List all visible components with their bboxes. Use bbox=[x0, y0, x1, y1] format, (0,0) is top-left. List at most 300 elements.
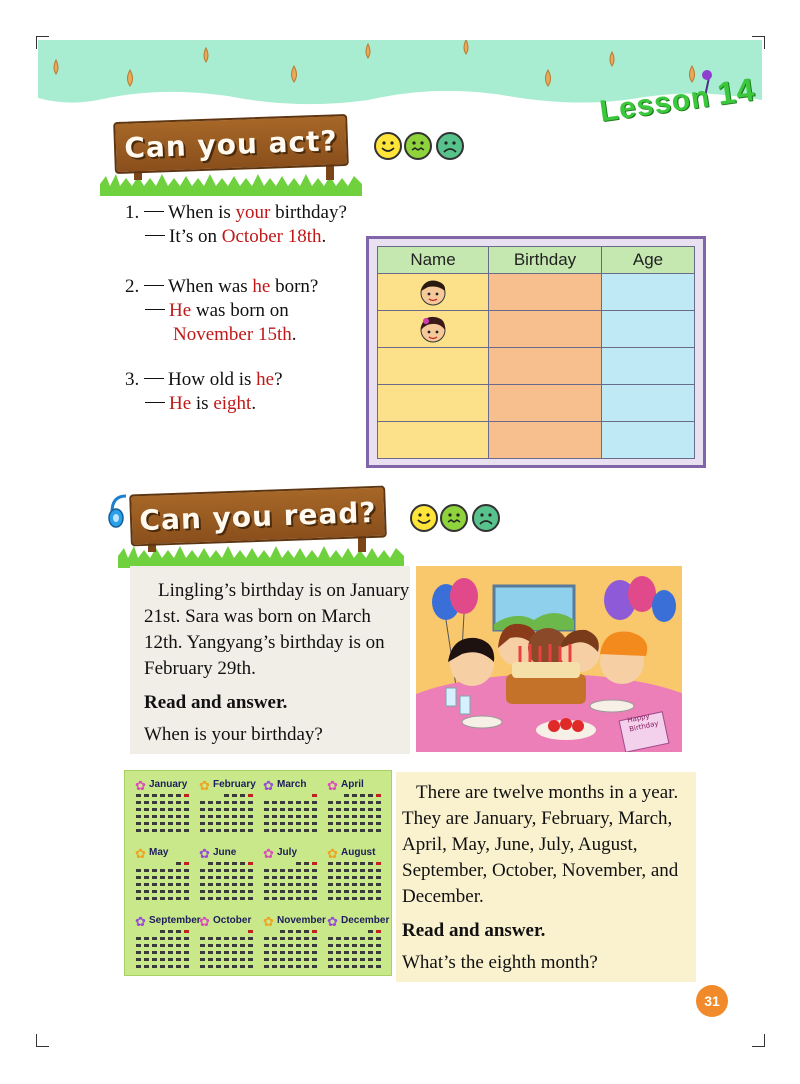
calendar-day-mark bbox=[200, 897, 205, 900]
calendar-day-mark bbox=[288, 958, 293, 961]
calendar-day-mark bbox=[208, 815, 213, 818]
calendar-day-mark bbox=[368, 951, 373, 954]
calendar-day-mark bbox=[360, 829, 365, 832]
calendar-day-mark bbox=[368, 930, 373, 933]
calendar-day-mark bbox=[176, 890, 181, 893]
calendar-day-mark bbox=[336, 965, 341, 968]
calendar-day-mark bbox=[304, 897, 309, 900]
table-row bbox=[378, 311, 695, 348]
calendar-day-mark bbox=[240, 869, 245, 872]
calendar-day-mark bbox=[368, 822, 373, 825]
calendar-day-mark bbox=[296, 876, 301, 879]
calendar-day-mark bbox=[304, 951, 309, 954]
text: is bbox=[191, 393, 214, 414]
calendar-day-mark bbox=[248, 829, 253, 832]
name-cell bbox=[378, 422, 489, 459]
calendar-day-mark bbox=[168, 965, 173, 968]
calendar-day-mark bbox=[280, 965, 285, 968]
calendar-day-mark bbox=[240, 794, 245, 797]
calendar-day-mark bbox=[376, 808, 381, 811]
calendar-day-mark bbox=[240, 829, 245, 832]
calendar-day-mark bbox=[144, 869, 149, 872]
flower-icon: ✿ bbox=[263, 914, 274, 929]
calendar-day-mark bbox=[376, 829, 381, 832]
calendar-day-mark bbox=[304, 862, 309, 865]
calendar-day-mark bbox=[168, 808, 173, 811]
calendar-day-mark bbox=[288, 897, 293, 900]
calendar-day-mark bbox=[280, 869, 285, 872]
age-cell bbox=[602, 311, 695, 348]
calendar-day-mark bbox=[248, 965, 253, 968]
calendar-day-mark bbox=[264, 829, 269, 832]
calendar-day-mark bbox=[184, 801, 189, 804]
dash bbox=[144, 211, 164, 212]
calendar-day-mark bbox=[144, 883, 149, 886]
calendar-day-mark bbox=[216, 965, 221, 968]
calendar-day-mark bbox=[376, 801, 381, 804]
flower-icon: ✿ bbox=[263, 778, 274, 793]
happy-birthday-card-text: Happy Birthday bbox=[626, 712, 660, 734]
calendar-day-mark bbox=[200, 944, 205, 947]
calendar-day-mark bbox=[152, 944, 157, 947]
calendar-day-mark bbox=[160, 869, 165, 872]
calendar-day-mark bbox=[368, 869, 373, 872]
calendar-day-mark bbox=[240, 815, 245, 818]
calendar-day-mark bbox=[328, 883, 333, 886]
calendar-day-mark bbox=[352, 897, 357, 900]
calendar-day-mark bbox=[248, 822, 253, 825]
calendar-day-mark bbox=[224, 815, 229, 818]
calendar-day-mark bbox=[296, 822, 301, 825]
calendar-day-mark bbox=[344, 869, 349, 872]
dialog-number: 3. bbox=[125, 369, 140, 390]
calendar-day-mark bbox=[232, 965, 237, 968]
calendar-day-mark bbox=[288, 876, 293, 879]
calendar-day-mark bbox=[184, 808, 189, 811]
answer-word: your bbox=[235, 202, 271, 223]
calendar-day-mark bbox=[136, 815, 141, 818]
calendar-day-mark bbox=[328, 869, 333, 872]
calendar-day-mark bbox=[352, 808, 357, 811]
text: When is bbox=[168, 202, 236, 223]
calendar-day-mark bbox=[264, 815, 269, 818]
calendar-day-mark bbox=[184, 815, 189, 818]
calendar-day-mark bbox=[168, 951, 173, 954]
dialog-answer-cont bbox=[125, 323, 318, 347]
calendar-day-mark bbox=[184, 965, 189, 968]
calendar-day-mark bbox=[176, 897, 181, 900]
dialog-2 bbox=[125, 275, 318, 347]
calendar-day-mark bbox=[344, 794, 349, 797]
calendar-day-mark bbox=[200, 815, 205, 818]
calendar-day-mark bbox=[280, 808, 285, 811]
calendar-day-mark bbox=[200, 822, 205, 825]
calendar-day-mark bbox=[344, 958, 349, 961]
calendar-day-mark bbox=[248, 883, 253, 886]
calendar-day-mark bbox=[240, 801, 245, 804]
calendar-day-mark bbox=[352, 951, 357, 954]
calendar-day-mark bbox=[152, 794, 157, 797]
lesson-number: 14 bbox=[715, 70, 758, 112]
calendar-day-mark bbox=[136, 883, 141, 886]
text: When was bbox=[168, 276, 253, 297]
calendar-day-mark bbox=[328, 815, 333, 818]
calendar-day-mark bbox=[352, 862, 357, 865]
calendar-day-mark bbox=[368, 862, 373, 865]
calendar-day-mark bbox=[224, 944, 229, 947]
calendar-day-mark bbox=[328, 876, 333, 879]
calendar-day-mark bbox=[160, 958, 165, 961]
calendar-day-mark bbox=[296, 897, 301, 900]
text: was born on bbox=[191, 300, 289, 321]
calendar-day-mark bbox=[272, 876, 277, 879]
calendar-day-mark bbox=[224, 890, 229, 893]
calendar-day-mark bbox=[368, 794, 373, 797]
age-cell bbox=[602, 385, 695, 422]
month-name: June bbox=[213, 847, 237, 858]
calendar-day-mark bbox=[376, 958, 381, 961]
calendar-day-mark bbox=[240, 897, 245, 900]
question-title: Read and answer. bbox=[402, 920, 546, 941]
calendar-day-mark bbox=[264, 951, 269, 954]
calendar-day-mark bbox=[144, 876, 149, 879]
months-passage-box bbox=[396, 772, 696, 982]
calendar-day-mark bbox=[232, 822, 237, 825]
calendar-day-mark bbox=[184, 951, 189, 954]
calendar-day-mark bbox=[184, 930, 189, 933]
text: . bbox=[291, 324, 297, 345]
calendar-day-mark bbox=[288, 951, 293, 954]
calendar-day-mark bbox=[232, 890, 237, 893]
calendar-day-mark bbox=[136, 869, 141, 872]
calendar-day-mark bbox=[272, 890, 277, 893]
calendar-day-mark bbox=[264, 869, 269, 872]
happy-face-icon bbox=[410, 504, 438, 532]
calendar-day-mark bbox=[312, 930, 317, 933]
calendar-day-mark bbox=[208, 965, 213, 968]
act-banner bbox=[100, 118, 362, 196]
calendar-day-mark bbox=[296, 890, 301, 893]
calendar-day-mark bbox=[160, 965, 165, 968]
calendar-day-mark bbox=[288, 930, 293, 933]
calendar-day-mark bbox=[136, 944, 141, 947]
calendar-day-mark bbox=[184, 944, 189, 947]
calendar-day-mark bbox=[168, 883, 173, 886]
month-name: July bbox=[277, 847, 298, 858]
calendar-day-mark bbox=[160, 944, 165, 947]
dash bbox=[144, 378, 164, 379]
calendar-day-mark bbox=[296, 951, 301, 954]
calendar-day-mark bbox=[344, 862, 349, 865]
calendar-day-mark bbox=[208, 890, 213, 893]
calendar-day-mark bbox=[360, 794, 365, 797]
calendar-day-mark bbox=[168, 890, 173, 893]
calendar-day-mark bbox=[360, 937, 365, 940]
calendar-day-mark bbox=[184, 937, 189, 940]
sad-face-icon bbox=[436, 132, 464, 160]
calendar-day-mark bbox=[368, 944, 373, 947]
calendar-day-mark bbox=[216, 937, 221, 940]
calendar-day-mark bbox=[280, 937, 285, 940]
calendar-day-mark bbox=[136, 951, 141, 954]
dash bbox=[144, 285, 164, 286]
calendar-day-mark bbox=[232, 937, 237, 940]
calendar-day-mark bbox=[312, 794, 317, 797]
calendar-day-mark bbox=[232, 808, 237, 811]
calendar-day-mark bbox=[304, 829, 309, 832]
month-day-grid bbox=[327, 793, 383, 835]
answer-word: He bbox=[169, 393, 192, 414]
calendar-day-mark bbox=[144, 801, 149, 804]
calendar-day-mark bbox=[312, 876, 317, 879]
calendar-day-mark bbox=[248, 930, 253, 933]
calendar-day-mark bbox=[168, 897, 173, 900]
calendar-day-mark bbox=[216, 897, 221, 900]
birthday-cell bbox=[489, 311, 602, 348]
calendar-day-mark bbox=[296, 930, 301, 933]
calendar-day-mark bbox=[240, 876, 245, 879]
calendar-day-mark bbox=[200, 965, 205, 968]
age-cell bbox=[602, 274, 695, 311]
calendar-day-mark bbox=[296, 808, 301, 811]
calendar-day-mark bbox=[176, 965, 181, 968]
calendar-day-mark bbox=[224, 965, 229, 968]
calendar-day-mark bbox=[376, 815, 381, 818]
text: . bbox=[321, 226, 327, 247]
calendar-day-mark bbox=[360, 890, 365, 893]
calendar-day-mark bbox=[304, 869, 309, 872]
calendar-day-mark bbox=[272, 883, 277, 886]
calendar-day-mark bbox=[304, 965, 309, 968]
calendar-day-mark bbox=[280, 897, 285, 900]
calendar-day-mark bbox=[136, 890, 141, 893]
calendar-day-mark bbox=[344, 829, 349, 832]
calendar-day-mark bbox=[312, 862, 317, 865]
calendar-day-mark bbox=[296, 965, 301, 968]
calendar-day-mark bbox=[376, 822, 381, 825]
calendar-day-mark bbox=[272, 829, 277, 832]
calendar-day-mark bbox=[176, 883, 181, 886]
calendar-day-mark bbox=[248, 862, 253, 865]
calendar-day-mark bbox=[360, 951, 365, 954]
calendar-day-mark bbox=[248, 937, 253, 940]
calendar-day-mark bbox=[272, 951, 277, 954]
calendar-day-mark bbox=[312, 965, 317, 968]
calendar-day-mark bbox=[360, 958, 365, 961]
calendar-day-mark bbox=[328, 801, 333, 804]
calendar-day-mark bbox=[336, 862, 341, 865]
calendar-day-mark bbox=[264, 944, 269, 947]
month-day-grid bbox=[135, 861, 191, 903]
dialog-answer bbox=[125, 225, 347, 249]
calendar-day-mark bbox=[344, 822, 349, 825]
act-title: Can you act? bbox=[123, 123, 339, 165]
calendar-day-mark bbox=[328, 937, 333, 940]
calendar-day-mark bbox=[168, 822, 173, 825]
calendar-day-mark bbox=[176, 801, 181, 804]
calendar-day-mark bbox=[160, 794, 165, 797]
calendar-day-mark bbox=[208, 958, 213, 961]
calendar-day-mark bbox=[136, 897, 141, 900]
calendar-day-mark bbox=[224, 862, 229, 865]
calendar-day-mark bbox=[248, 815, 253, 818]
calendar-day-mark bbox=[304, 876, 309, 879]
calendar-day-mark bbox=[360, 808, 365, 811]
calendar-day-mark bbox=[216, 801, 221, 804]
month-day-grid bbox=[199, 793, 255, 835]
calendar-day-mark bbox=[376, 965, 381, 968]
calendar-day-mark bbox=[368, 829, 373, 832]
calendar-day-mark bbox=[336, 883, 341, 886]
month-name: October bbox=[213, 915, 252, 926]
calendar-day-mark bbox=[136, 801, 141, 804]
column-header-name: Name bbox=[378, 247, 489, 274]
calendar-day-mark bbox=[376, 930, 381, 933]
month-day-grid bbox=[327, 929, 383, 971]
answer-word: October 18th bbox=[221, 226, 322, 247]
calendar-day-mark bbox=[312, 897, 317, 900]
calendar-day-mark bbox=[248, 897, 253, 900]
calendar-day-mark bbox=[312, 937, 317, 940]
calendar-day-mark bbox=[336, 808, 341, 811]
month-name: March bbox=[277, 779, 307, 790]
text: It’s on bbox=[169, 226, 222, 247]
read-title-plank bbox=[129, 486, 387, 547]
calendar-day-mark bbox=[264, 890, 269, 893]
calendar-day-mark bbox=[272, 808, 277, 811]
calendar-day-mark bbox=[240, 890, 245, 893]
calendar-day-mark bbox=[224, 808, 229, 811]
calendar-day-mark bbox=[144, 958, 149, 961]
calendar-day-mark bbox=[176, 862, 181, 865]
calendar-day-mark bbox=[360, 883, 365, 886]
calendar-day-mark bbox=[208, 808, 213, 811]
calendar-day-mark bbox=[208, 801, 213, 804]
calendar-day-mark bbox=[376, 897, 381, 900]
calendar-day-mark bbox=[304, 808, 309, 811]
calendar-day-mark bbox=[208, 897, 213, 900]
calendar-day-mark bbox=[368, 897, 373, 900]
month-day-grid bbox=[135, 929, 191, 971]
month-day-grid bbox=[263, 861, 319, 903]
dialog-3 bbox=[125, 368, 283, 416]
calendar-day-mark bbox=[360, 862, 365, 865]
calendar-day-mark bbox=[360, 869, 365, 872]
calendar-day-mark bbox=[224, 822, 229, 825]
table-row bbox=[378, 348, 695, 385]
calendar-day-mark bbox=[272, 801, 277, 804]
calendar-day-mark bbox=[216, 944, 221, 947]
calendar-day-mark bbox=[184, 829, 189, 832]
calendar-day-mark bbox=[336, 937, 341, 940]
name-cell bbox=[378, 385, 489, 422]
calendar-day-mark bbox=[344, 876, 349, 879]
calendar-day-mark bbox=[376, 951, 381, 954]
month-day-grid bbox=[135, 793, 191, 835]
calendar-day-mark bbox=[144, 944, 149, 947]
month-day-grid bbox=[199, 861, 255, 903]
calendar-day-mark bbox=[288, 822, 293, 825]
calendar-day-mark bbox=[152, 958, 157, 961]
calendar-day-mark bbox=[232, 944, 237, 947]
calendar-day-mark bbox=[336, 815, 341, 818]
flower-icon: ✿ bbox=[327, 846, 338, 861]
calendar-day-mark bbox=[200, 829, 205, 832]
calendar-day-mark bbox=[136, 829, 141, 832]
calendar-day-mark bbox=[224, 958, 229, 961]
calendar-day-mark bbox=[144, 815, 149, 818]
calendar-day-mark bbox=[328, 944, 333, 947]
sad-face-icon bbox=[472, 504, 500, 532]
calendar-day-mark bbox=[352, 944, 357, 947]
calendar-day-mark bbox=[216, 951, 221, 954]
calendar-day-mark bbox=[208, 876, 213, 879]
calendar-day-mark bbox=[360, 822, 365, 825]
calendar-day-mark bbox=[216, 883, 221, 886]
calendar-day-mark bbox=[176, 815, 181, 818]
calendar-day-mark bbox=[152, 829, 157, 832]
calendar-day-mark bbox=[368, 876, 373, 879]
calendar-day-mark bbox=[336, 897, 341, 900]
calendar-day-mark bbox=[184, 958, 189, 961]
month-day-grid bbox=[263, 793, 319, 835]
calendar-day-mark bbox=[184, 890, 189, 893]
calendar-day-mark bbox=[248, 958, 253, 961]
month-name: April bbox=[341, 779, 364, 790]
calendar-day-mark bbox=[352, 876, 357, 879]
calendar-day-mark bbox=[288, 829, 293, 832]
calendar-day-mark bbox=[240, 937, 245, 940]
calendar-day-mark bbox=[200, 801, 205, 804]
calendar-day-mark bbox=[352, 890, 357, 893]
calendar-day-mark bbox=[176, 808, 181, 811]
calendar-day-mark bbox=[160, 930, 165, 933]
calendar-day-mark bbox=[200, 876, 205, 879]
calendar-day-mark bbox=[224, 801, 229, 804]
calendar-day-mark bbox=[280, 958, 285, 961]
calendar-day-mark bbox=[328, 822, 333, 825]
month-name: January bbox=[149, 779, 188, 790]
calendar-day-mark bbox=[312, 951, 317, 954]
calendar-day-mark bbox=[168, 794, 173, 797]
calendar-day-mark bbox=[200, 890, 205, 893]
calendar-day-mark bbox=[240, 808, 245, 811]
calendar-day-mark bbox=[360, 801, 365, 804]
calendar-day-mark bbox=[360, 815, 365, 818]
so-so-face-icon bbox=[404, 132, 432, 160]
calendar-day-mark bbox=[312, 815, 317, 818]
calendar-day-mark bbox=[176, 937, 181, 940]
calendar-day-mark bbox=[352, 815, 357, 818]
calendar-day-mark bbox=[344, 951, 349, 954]
calendar-day-mark bbox=[208, 951, 213, 954]
calendar-day-mark bbox=[328, 829, 333, 832]
calendar-day-mark bbox=[240, 883, 245, 886]
month-name: February bbox=[213, 779, 256, 790]
calendar-day-mark bbox=[344, 801, 349, 804]
calendar-day-mark bbox=[224, 951, 229, 954]
calendar-day-mark bbox=[376, 944, 381, 947]
answer-word: November 15th bbox=[173, 324, 292, 345]
calendar-day-mark bbox=[168, 930, 173, 933]
calendar-day-mark bbox=[208, 869, 213, 872]
calendar-day-mark bbox=[144, 890, 149, 893]
dialog-question bbox=[125, 201, 347, 225]
calendar-day-mark bbox=[224, 883, 229, 886]
calendar-day-mark bbox=[168, 829, 173, 832]
lesson-word: Lesson bbox=[597, 80, 713, 129]
calendar-day-mark bbox=[336, 876, 341, 879]
